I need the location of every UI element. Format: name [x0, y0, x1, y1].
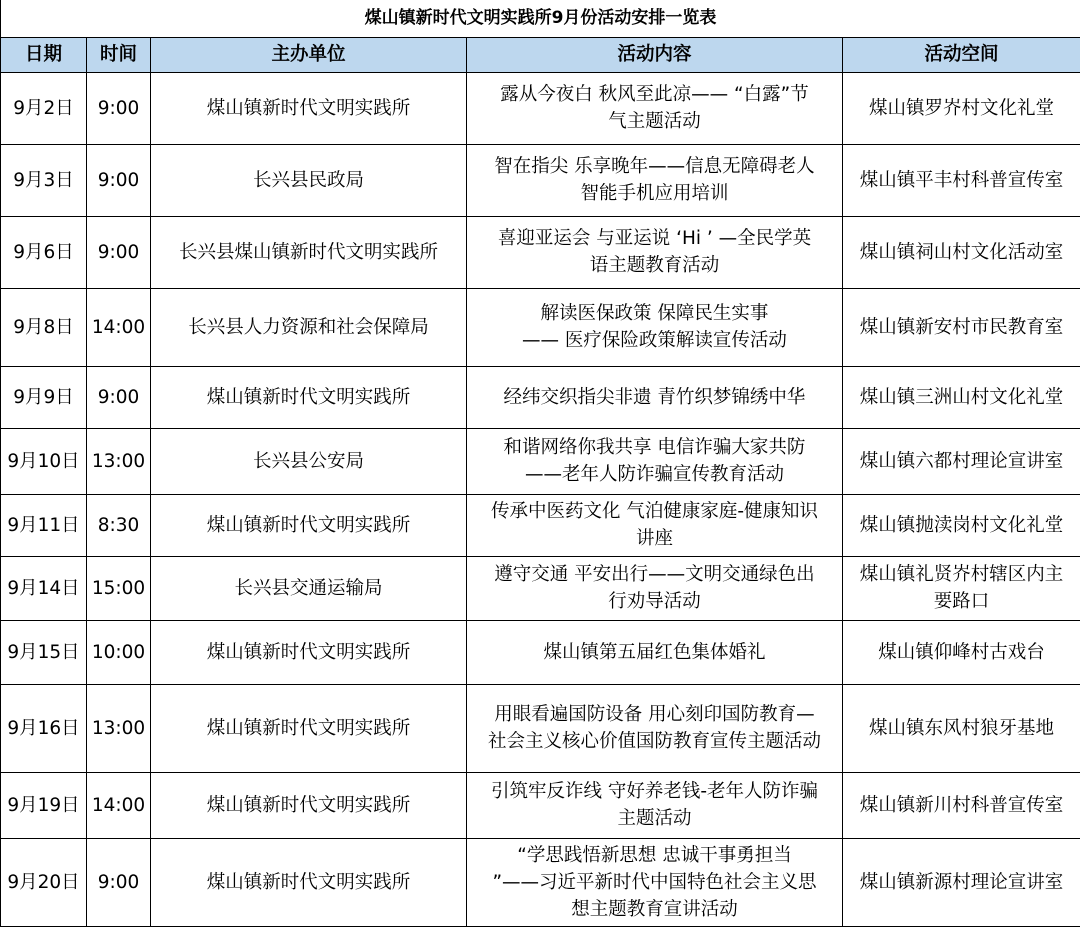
organizer-cell: 长兴县人力资源和社会保障局 [151, 288, 467, 366]
content-cell [467, 144, 843, 216]
table-row [1, 72, 1080, 144]
time-cell: 13:00 [87, 428, 151, 494]
venue-cell [843, 144, 1080, 216]
content-cell-line: 语主题教育活动 [589, 255, 720, 276]
organizer-cell: 煤山镇新时代文明实践所 [151, 366, 467, 428]
content-cell [467, 494, 843, 556]
time-cell: 15:00 [87, 556, 151, 620]
content-cell-line: 解读医保政策 保障民生实事 [540, 303, 769, 324]
venue-cell [843, 366, 1080, 428]
content-cell-line: 行劝导活动 [608, 591, 701, 612]
venue-cell [843, 494, 1080, 556]
venue-cell [843, 772, 1080, 838]
content-cell-line: 社会主义核心价值国防教育宣传主题活动 [487, 731, 821, 752]
date-cell: 9月14日 [1, 556, 87, 620]
organizer-cell: 煤山镇新时代文明实践所 [151, 772, 467, 838]
content-cell [467, 428, 843, 494]
venue-cell-line: 煤山镇东风村狼牙基地 [868, 717, 1054, 739]
content-cell-line: “学思践悟新思想 忠诚干事勇担当 [517, 844, 792, 866]
content-cell-line: 主题活动 [617, 808, 692, 829]
organizer-cell: 煤山镇新时代文明实践所 [151, 494, 467, 556]
venue-cell-line: 煤山镇祠山村文化活动室 [859, 241, 1064, 263]
table-row [1, 494, 1080, 556]
time-cell: 14:00 [87, 288, 151, 366]
venue-cell-line: 煤山镇六都村理论宣讲室 [859, 450, 1064, 472]
date-cell: 9月15日 [1, 620, 87, 684]
table-row [1, 144, 1080, 216]
table-row [1, 288, 1080, 366]
venue-cell-line: 煤山镇仰峰村古戏台 [878, 641, 1045, 663]
organizer-cell: 煤山镇新时代文明实践所 [151, 838, 467, 926]
venue-cell-line: 煤山镇平丰村科普宣传室 [859, 169, 1064, 191]
content-cell-line: —— 医疗保险政策解读宣传活动 [522, 330, 787, 351]
table-row [1, 366, 1080, 428]
content-cell-line: 喜迎亚运会 与亚运说 ‘Hi ’ —全民学英 [497, 228, 812, 249]
schedule-body [1, 72, 1080, 926]
date-cell: 9月19日 [1, 772, 87, 838]
content-cell-line: 经纬交织指尖非遗 青竹织梦锦绣中华 [503, 386, 806, 408]
header-organizer: 主办单位 [151, 37, 467, 72]
time-cell: 10:00 [87, 620, 151, 684]
date-cell: 9月10日 [1, 428, 87, 494]
header-venue: 活动空间 [843, 37, 1080, 72]
content-cell-line: 讲座 [635, 528, 673, 549]
content-cell-line: 想主题教育宣讲活动 [571, 898, 738, 920]
venue-cell [843, 428, 1080, 494]
date-cell: 9月20日 [1, 838, 87, 926]
content-cell [467, 620, 843, 684]
table-row [1, 216, 1080, 288]
venue-cell-line: 煤山镇罗岕村文化礼堂 [868, 97, 1054, 119]
venue-cell-line: 煤山镇礼贤岕村辖区内主 [859, 564, 1064, 585]
date-cell: 9月16日 [1, 684, 87, 772]
date-cell: 9月6日 [1, 216, 87, 288]
content-cell-line: 露从今夜白 秋风至此凉—— “白露”节 [500, 84, 809, 105]
time-cell: 8:30 [87, 494, 151, 556]
content-cell-line: 和谐网络你我共享 电信诈骗大家共防 [503, 437, 806, 458]
table-row [1, 772, 1080, 838]
date-cell: 9月8日 [1, 288, 87, 366]
content-cell-line: ”——习近平新时代中国特色社会主义思 [492, 871, 817, 893]
content-cell [467, 366, 843, 428]
content-cell [467, 216, 843, 288]
table-row [1, 556, 1080, 620]
table-title: 煤山镇新时代文明实践所9月份活动安排一览表 [1, 0, 1080, 37]
venue-cell [843, 838, 1080, 926]
organizer-cell: 长兴县交通运输局 [151, 556, 467, 620]
content-cell [467, 72, 843, 144]
organizer-cell: 长兴县煤山镇新时代文明实践所 [151, 216, 467, 288]
content-cell [467, 772, 843, 838]
time-cell: 14:00 [87, 772, 151, 838]
content-cell-line: 智在指尖 乐享晚年——信息无障碍老人 [494, 156, 815, 177]
table-row [1, 620, 1080, 684]
organizer-cell: 长兴县民政局 [151, 144, 467, 216]
table-row [1, 838, 1080, 926]
table-row [1, 684, 1080, 772]
time-cell: 9:00 [87, 366, 151, 428]
title-row [1, 0, 1080, 37]
content-cell-line: 气主题活动 [608, 111, 701, 132]
venue-cell-line: 煤山镇新川村科普宣传室 [859, 794, 1064, 816]
time-cell: 9:00 [87, 838, 151, 926]
venue-cell [843, 620, 1080, 684]
venue-cell [843, 556, 1080, 620]
organizer-cell: 煤山镇新时代文明实践所 [151, 620, 467, 684]
date-cell: 9月11日 [1, 494, 87, 556]
venue-cell-line: 煤山镇三洲山村文化礼堂 [859, 386, 1064, 408]
time-cell: 9:00 [87, 72, 151, 144]
venue-cell [843, 216, 1080, 288]
content-cell-line: 用眼看遍国防设备 用心刻印国防教育— [494, 704, 815, 725]
organizer-cell: 煤山镇新时代文明实践所 [151, 72, 467, 144]
venue-cell-line: 煤山镇新源村理论宣讲室 [859, 871, 1064, 893]
table-row [1, 428, 1080, 494]
venue-cell-line: 煤山镇新安村市民教育室 [859, 316, 1064, 338]
venue-cell-line: 要路口 [933, 591, 990, 612]
venue-cell [843, 72, 1080, 144]
time-cell: 13:00 [87, 684, 151, 772]
header-row [1, 37, 1080, 72]
header-date: 日期 [1, 37, 87, 72]
content-cell [467, 288, 843, 366]
content-cell-line: 传承中医药文化 气泊健康家庭-健康知识 [490, 501, 819, 522]
content-cell [467, 684, 843, 772]
header-content: 活动内容 [467, 37, 843, 72]
header-time: 时间 [87, 37, 151, 72]
content-cell [467, 556, 843, 620]
venue-cell-line: 煤山镇抛渎岗村文化礼堂 [859, 514, 1064, 536]
date-cell: 9月9日 [1, 366, 87, 428]
organizer-cell: 煤山镇新时代文明实践所 [151, 684, 467, 772]
content-cell-line: 引筑牢反诈线 守好养老钱-老年人防诈骗 [490, 781, 819, 802]
venue-cell [843, 684, 1080, 772]
content-cell-line: ——老年人防诈骗宣传教育活动 [524, 464, 784, 485]
content-cell-line: 智能手机应用培训 [580, 183, 729, 204]
venue-cell [843, 288, 1080, 366]
time-cell: 9:00 [87, 144, 151, 216]
content-cell-line: 煤山镇第五届红色集体婚礼 [543, 641, 766, 663]
content-cell [467, 838, 843, 926]
date-cell: 9月2日 [1, 72, 87, 144]
date-cell: 9月3日 [1, 144, 87, 216]
content-cell-line: 遵守交通 平安出行——文明交通绿色出 [494, 564, 815, 585]
organizer-cell: 长兴县公安局 [151, 428, 467, 494]
time-cell: 9:00 [87, 216, 151, 288]
